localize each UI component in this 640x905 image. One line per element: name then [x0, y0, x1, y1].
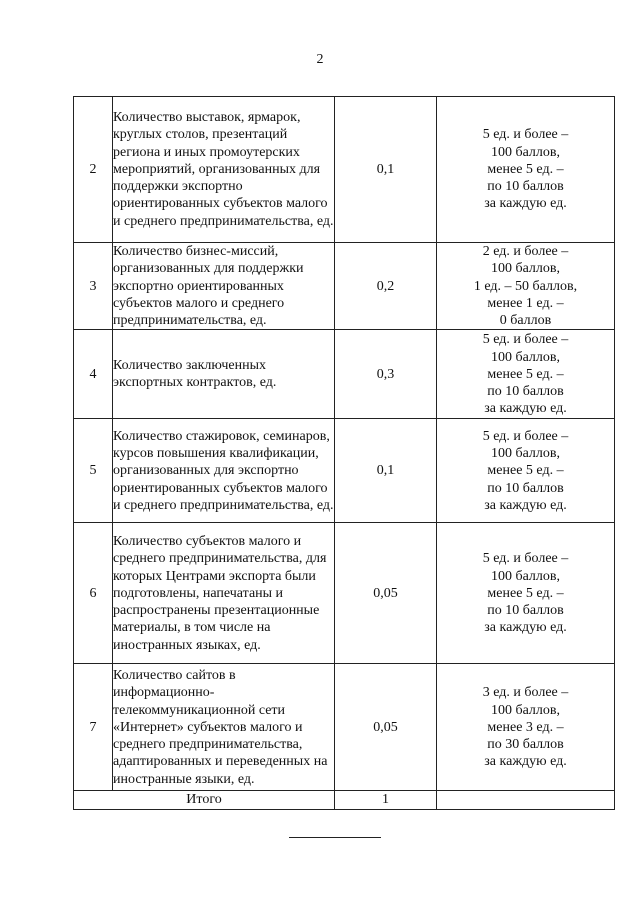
- scoring-scale: 2 ед. и более – 100 баллов, 1 ед. – 50 баллов, менее 1 ед. – 0 баллов: [437, 243, 615, 330]
- indicator-name: Количество выставок, ярмарок, круглых столов, презентаций региона и иных промоутерских мероприятий, организованных для поддержки экспортно ориентированных субъектов малого и среднего предпринимательства, ед.: [113, 97, 335, 243]
- row-number: 4: [74, 330, 113, 419]
- indicator-name: Количество субъектов малого и среднего предпринимательства, для которых Центрами экспорта были подготовлены, напечатаны и распространены презентационные материалы, в том числе на иностранных языках, ед.: [113, 523, 335, 664]
- scoring-scale: 5 ед. и более – 100 баллов, менее 5 ед. – по 10 баллов за каждую ед.: [437, 97, 615, 243]
- total-scale: [437, 791, 615, 809]
- row-number: 6: [74, 523, 113, 664]
- weight-value: 0,05: [335, 664, 437, 791]
- scoring-scale: 3 ед. и более – 100 баллов, менее 3 ед. – по 30 баллов за каждую ед.: [437, 664, 615, 791]
- weight-value: 0,05: [335, 523, 437, 664]
- indicator-name: Количество стажировок, семинаров, курсов повышения квалификации, организованных для экспортно ориентированных субъектов малого и среднего предпринимательства, ед.: [113, 419, 335, 523]
- weight-value: 0,1: [335, 419, 437, 523]
- table-row: [74, 330, 615, 419]
- total-weight: 1: [335, 791, 437, 809]
- indicator-name: Количество бизнес-миссий, организованных для поддержки экспортно ориентированных субъектов малого и среднего предпринимательства, ед.: [113, 243, 335, 330]
- weight-value: 0,2: [335, 243, 437, 330]
- indicator-name: Количество заключенных экспортных контрактов, ед.: [113, 330, 335, 419]
- total-label: Итого: [74, 791, 335, 809]
- table-row: [74, 664, 615, 791]
- total-row: [74, 791, 615, 809]
- table-row: [74, 97, 615, 243]
- scoring-scale: 5 ед. и более – 100 баллов, менее 5 ед. – по 10 баллов за каждую ед.: [437, 330, 615, 419]
- scoring-scale: 5 ед. и более – 100 баллов, менее 5 ед. – по 10 баллов за каждую ед.: [437, 523, 615, 664]
- end-of-document-line: [289, 837, 381, 838]
- weight-value: 0,1: [335, 97, 437, 243]
- indicator-name: Количество сайтов в информационно-телекоммуникационной сети «Интернет» субъектов малого и среднего предпринимательства, адаптированных и переведенных на иностранные языки, ед.: [113, 664, 335, 791]
- weight-value: 0,3: [335, 330, 437, 419]
- row-number: 7: [74, 664, 113, 791]
- table-row: [74, 523, 615, 664]
- page-number: 2: [316, 52, 324, 67]
- row-number: 5: [74, 419, 113, 523]
- criteria-table: [73, 96, 615, 810]
- table-row: [74, 243, 615, 330]
- row-number: 3: [74, 243, 113, 330]
- table-row: [74, 419, 615, 523]
- scoring-scale: 5 ед. и более – 100 баллов, менее 5 ед. – по 10 баллов за каждую ед.: [437, 419, 615, 523]
- row-number: 2: [74, 97, 113, 243]
